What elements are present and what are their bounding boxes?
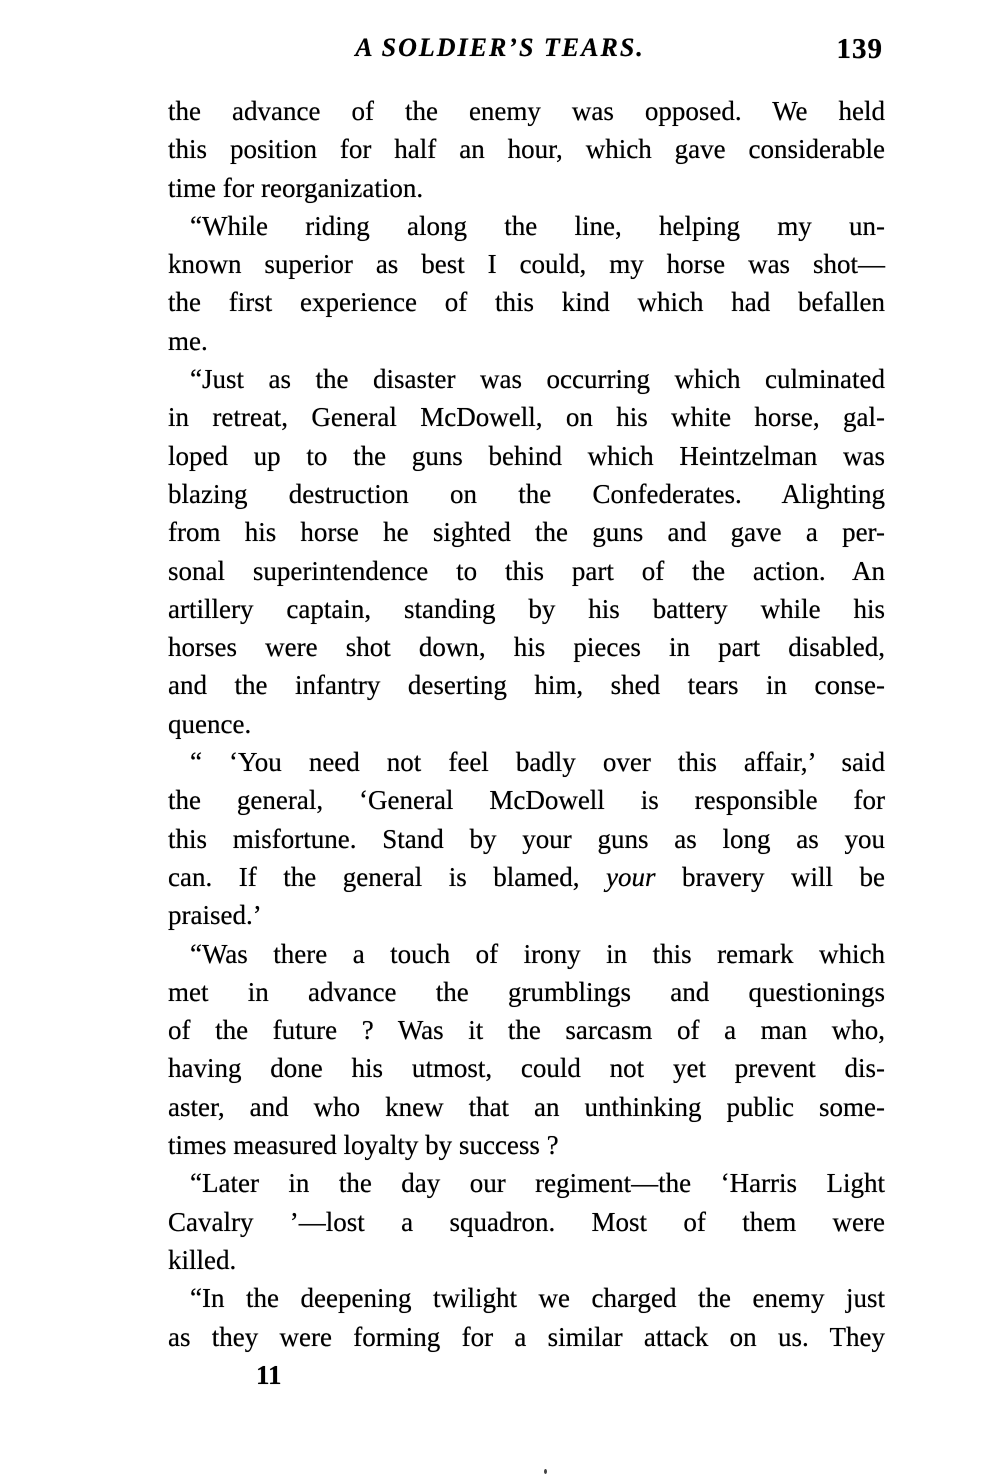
text-line: time for reorganization.: [168, 172, 424, 203]
text-line: blazing destruction on the Confederates. Alighting: [168, 478, 885, 509]
text-line: this position for half an hour, which gave considerable: [168, 134, 885, 165]
text-line: from his horse he sighted the guns and gave a per-: [168, 517, 885, 548]
text-line: horses were shot down, his pieces in part disabled,: [168, 632, 885, 663]
text-line: times measured loyalty by success ?: [168, 1130, 559, 1161]
paragraph: [168, 935, 885, 1165]
text-line: the first experience of this kind which had befallen: [168, 287, 885, 318]
page-number: 139: [836, 33, 883, 65]
text-line: “ ‘You need not feel badly over this affair,’ said: [190, 747, 885, 778]
text-line: “In the deepening twilight we charged the enemy just: [190, 1283, 885, 1314]
text-line: aster, and who knew that an unthinking public some-: [168, 1091, 885, 1122]
paragraph: [168, 1279, 885, 1356]
text-line: “Was there a touch of irony in this remark which: [190, 938, 885, 969]
text-line: met in advance the grumblings and questionings: [168, 976, 885, 1007]
text-line: in retreat, General McDowell, on his white horse, gal-: [168, 402, 885, 433]
paragraph: [168, 743, 885, 934]
text-line: praised.’: [168, 900, 262, 931]
text-line: can. If the general is blamed, your bravery will be: [168, 861, 886, 892]
text-line: artillery captain, standing by his battery while his: [168, 593, 885, 624]
text-line: as they were forming for a similar attack on us. They: [168, 1321, 885, 1352]
text-line: me.: [168, 325, 208, 356]
italic-text: your: [606, 861, 656, 892]
text-line: the general, ‘General McDowell is responsible for: [168, 785, 885, 816]
text-line: “Just as the disaster was occurring which culminated: [190, 364, 885, 395]
text-line: “While riding along the line, helping my un-: [190, 210, 885, 241]
running-head-title: A SOLDIER’S TEARS.: [355, 33, 645, 62]
text-line: and the infantry deserting him, shed tears in conse-: [168, 670, 885, 701]
paragraph: [168, 1164, 885, 1279]
text-line: Cavalry ’—lost a squadron. Most of them were: [168, 1206, 885, 1237]
text-line: having done his utmost, could not yet prevent dis-: [168, 1053, 885, 1084]
text-line: this misfortune. Stand by your guns as long as you: [168, 823, 885, 854]
page-text: [168, 92, 885, 1356]
text-line: loped up to the guns behind which Heintzelman was: [168, 440, 885, 471]
text-line: killed.: [168, 1244, 237, 1275]
text-line: of the future ? Was it the sarcasm of a man who,: [168, 1015, 885, 1046]
text-line: known superior as best I could, my horse was shot—: [168, 249, 885, 280]
text-line: sonal superintendence to this part of the action. An: [168, 555, 885, 586]
text-line: the advance of the enemy was opposed. We held: [168, 96, 885, 126]
text-line: “Later in the day our regiment—the ‘Harris Light: [190, 1168, 885, 1199]
paragraph: [168, 360, 885, 743]
text-line: quence.: [168, 708, 252, 739]
paragraph: [168, 92, 885, 207]
paragraph: [168, 207, 885, 360]
signature-mark: 11: [256, 1360, 282, 1390]
scan-speck: [544, 1469, 547, 1474]
